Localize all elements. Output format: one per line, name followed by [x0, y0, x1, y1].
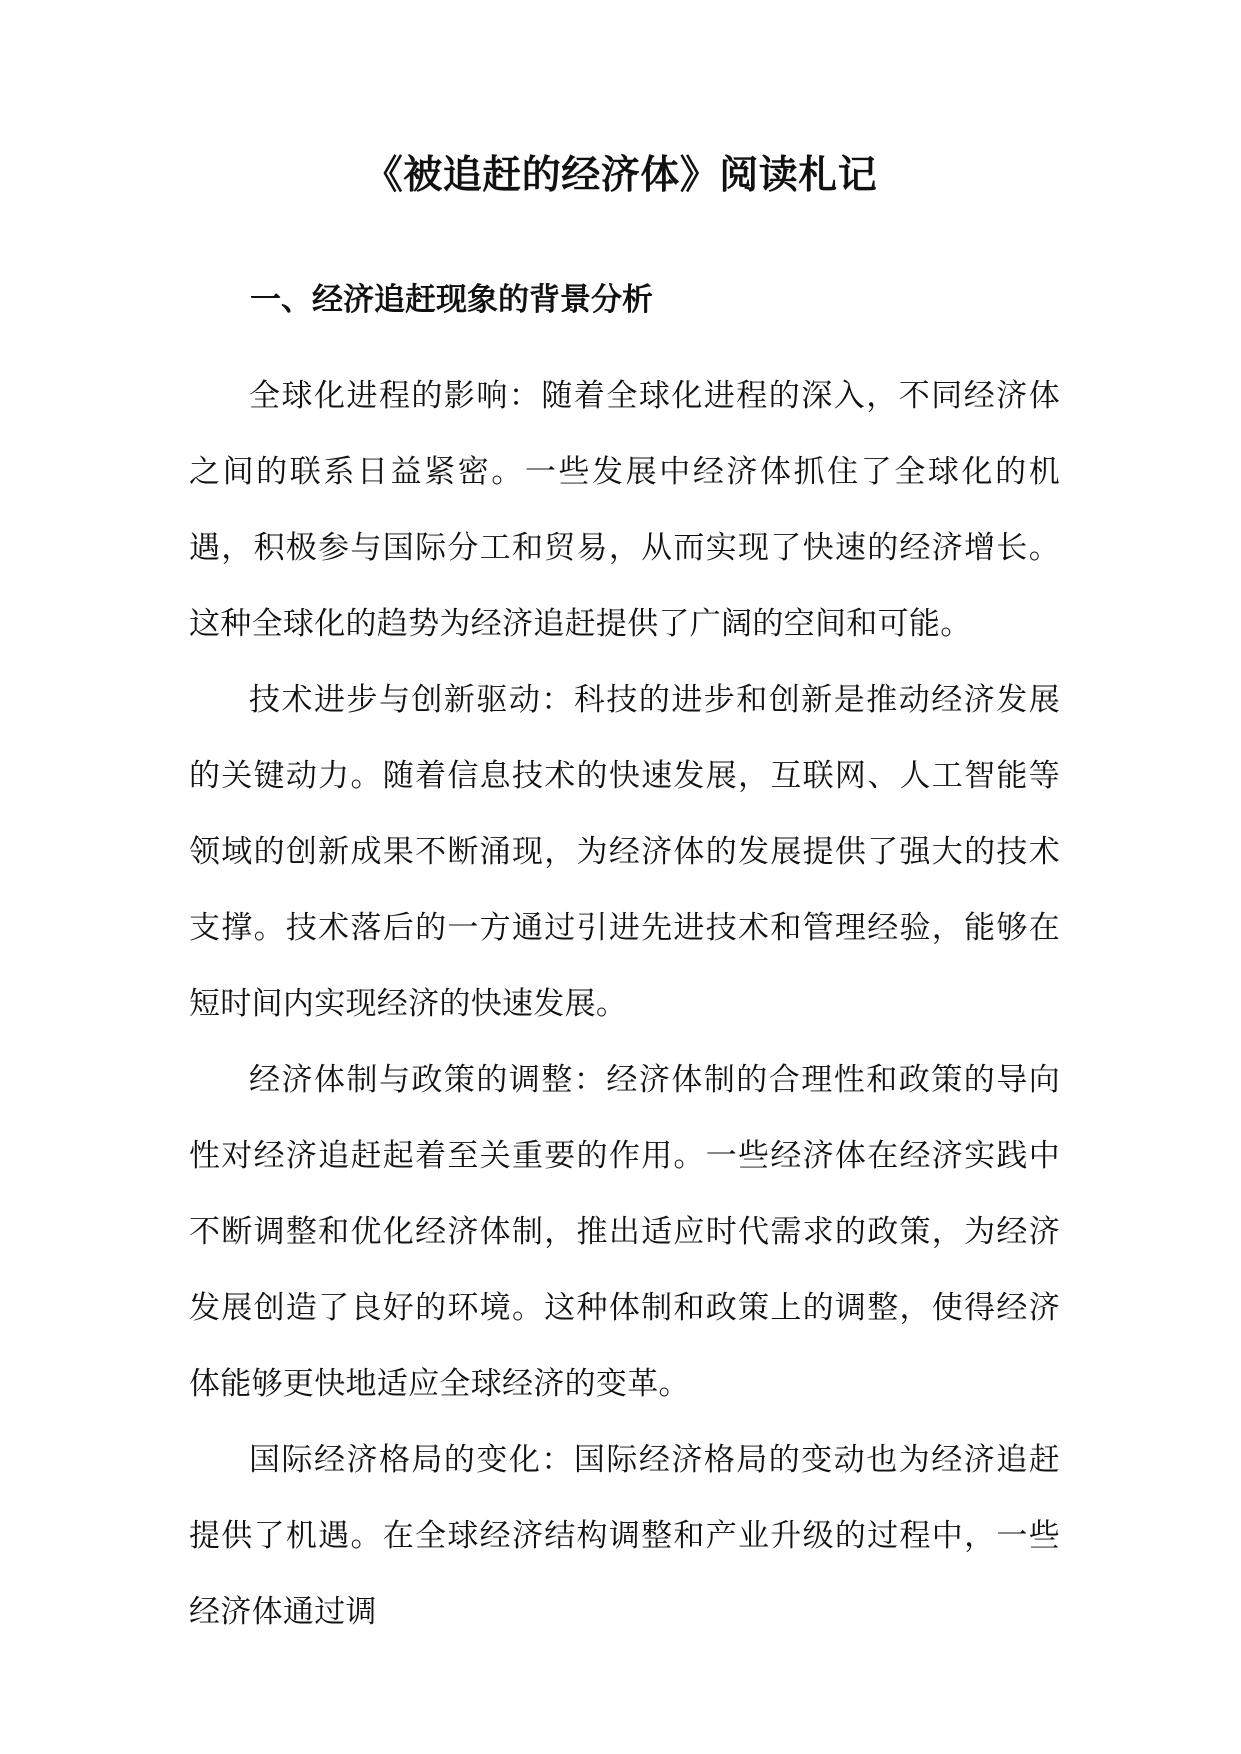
paragraph-technology: 技术进步与创新驱动：科技的进步和创新是推动经济发展的关键动力。随着信息技术的快速发展，互联网、人工智能等领域的创新成果不断涌现，为经济体的发展提供了强大的技术支撑。技术落后的一方通过引进先进技术和管理经验，能够在短时间内实现经济的快速发展。	[189, 682, 1060, 1022]
paragraph-globalization: 全球化进程的影响：随着全球化进程的深入，不同经济体之间的联系日益紧密。一些发展中经济体抓住了全球化的机遇，积极参与国际分工和贸易，从而实现了快速的经济增长。这种全球化的趋势为经济追赶提供了广阔的空间和可能。	[189, 378, 1060, 642]
paragraph-economic-system: 经济体制与政策的调整：经济体制的合理性和政策的导向性对经济追赶起着至关重要的作用。一些经济体在经济实践中不断调整和优化经济体制，推出适应时代需求的政策，为经济发展创造了良好的环境。这种体制和政策上的调整，使得经济体能够更快地适应全球经济的变革。	[189, 1062, 1060, 1402]
paragraph-international-pattern: 国际经济格局的变化：国际经济格局的变动也为经济追赶提供了机遇。在全球经济结构调整和产业升级的过程中，一些经济体通过调	[189, 1442, 1060, 1630]
document-title: 《被追赶的经济体》阅读札记	[363, 152, 878, 198]
section-heading: 一、经济追赶现象的背景分析	[250, 282, 653, 318]
document-body	[189, 358, 1060, 1650]
